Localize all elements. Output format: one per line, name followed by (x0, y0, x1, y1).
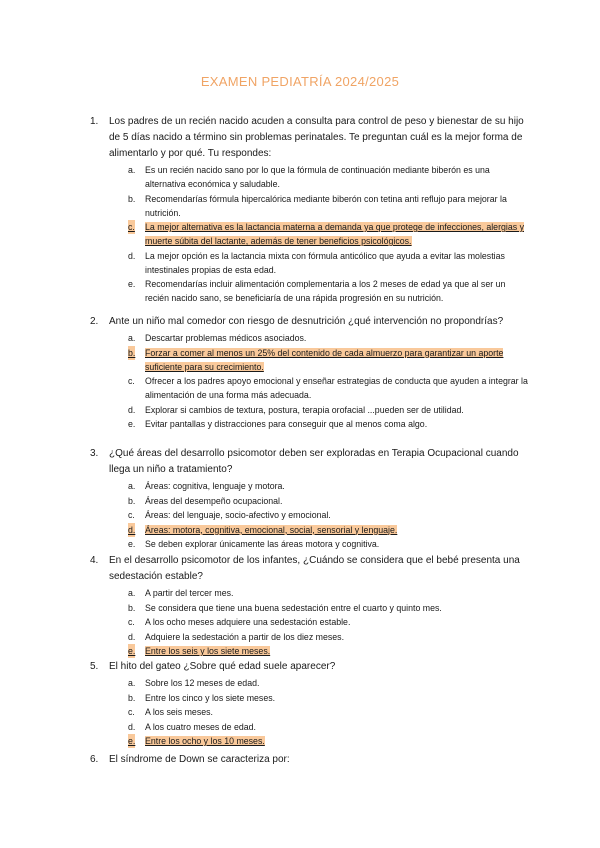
option-text: Explorar si cambios de textura, postura, terapia orofacial ...pueden ser de utilidad. (145, 404, 464, 415)
option-text: Evitar pantallas y distracciones para conseguir que al menos coma algo. (145, 419, 428, 429)
option-c (128, 374, 530, 402)
option-letter: c. (128, 222, 135, 232)
option-letter: e. (128, 646, 136, 656)
option-text: A los seis meses. (145, 707, 213, 717)
option-text: Se deben explorar únicamente las áreas motora y cognitiva. (145, 539, 380, 549)
option-letter: d. (128, 250, 136, 261)
option-a (128, 586, 530, 600)
option-d (128, 720, 530, 734)
option-letter: e. (128, 419, 136, 429)
option-letter: b. (128, 193, 136, 204)
option-text: Áreas: del lenguaje, socio-afectivo y emocional. (145, 510, 331, 520)
option-letter: e. (128, 736, 136, 746)
option-text-highlighted: Entre los seis y los siete meses. (145, 646, 271, 656)
option-text-highlighted: Entre los ocho y los 10 meses. (145, 736, 265, 746)
option-e (128, 537, 530, 551)
question-text: Ante un niño mal comedor con riesgo de desnutrición ¿qué intervención no propondrías? (109, 316, 504, 327)
question-1 (90, 114, 530, 306)
option-letter: c. (128, 707, 135, 717)
option-e-correct (128, 734, 530, 748)
option-a (128, 331, 530, 345)
question-5 (90, 659, 530, 749)
option-d-correct (128, 523, 530, 537)
option-text: Áreas: cognitiva, lenguaje y motora. (145, 481, 285, 491)
option-text: A partir del tercer mes. (145, 588, 234, 598)
options-list (128, 479, 530, 551)
option-letter: e. (128, 539, 136, 549)
option-text: A los ocho meses adquiere una sedestación estable. (145, 617, 351, 627)
option-e (128, 417, 530, 431)
option-d (128, 249, 530, 277)
option-text: Recomendarías incluir alimentación complementaria a los 2 meses de edad ya que al ser un recién nacido sano, se beneficiaría de una rápida progresión en su nutrición. (145, 279, 506, 303)
question-number: 6. (90, 754, 99, 765)
option-letter: a. (128, 333, 136, 343)
option-d (128, 403, 530, 417)
question-text: Los padres de un recién nacido acuden a consulta para control de peso y bienestar de su hijo de 5 días nacido a término sin problemas perinatales. Te preguntan cuál es la mejor forma de alimentarlo y por qué. Tu respondes: (109, 116, 524, 159)
option-letter: d. (128, 404, 136, 415)
option-b (128, 192, 530, 220)
option-c (128, 615, 530, 629)
option-text: Se considera que tiene una buena sedestación entre el cuarto y quinto mes. (145, 602, 442, 613)
option-b (128, 494, 530, 508)
option-letter: b. (128, 692, 136, 703)
question-number: 2. (90, 316, 99, 327)
option-text: Ofrecer a los padres apoyo emocional y enseñar estrategias de conducta que ayuden a integrar la alimentación de una forma más adecuada. (145, 376, 528, 400)
option-letter: a. (128, 481, 136, 491)
options-list (128, 586, 530, 658)
option-letter: d. (128, 721, 136, 732)
option-text: Adquiere la sedestación a partir de los diez meses. (145, 631, 345, 642)
option-letter: b. (128, 602, 136, 613)
options-list (128, 676, 530, 748)
options-list (128, 163, 530, 305)
option-text-highlighted: La mejor alternativa es la lactancia materna a demanda ya que protege de infecciones, alergias y muerte súbita del lactante, además de tener beneficios psicológicos. (145, 222, 524, 246)
option-c (128, 508, 530, 522)
option-text: La mejor opción es la lactancia mixta con fórmula anticólico que ayuda a evitar las molestias intestinales propias de esta edad. (145, 250, 505, 275)
option-letter: a. (128, 165, 136, 175)
option-b (128, 691, 530, 705)
option-a (128, 163, 530, 191)
question-text: ¿Qué áreas del desarrollo psicomotor deben ser exploradas en Terapia Ocupacional cuando llega un niño a tratamiento? (109, 448, 519, 475)
question-number: 4. (90, 555, 99, 566)
option-d (128, 630, 530, 644)
option-letter: d. (128, 631, 136, 642)
options-list (128, 331, 530, 431)
option-c-correct (128, 220, 530, 248)
option-text: Entre los cinco y los siete meses. (145, 692, 276, 703)
option-text: Recomendarías fórmula hipercalórica mediante biberón con tetina anti reflujo para mejorar la nutrición. (145, 193, 507, 218)
option-text: Es un recién nacido sano por lo que la fórmula de continuación mediante biberón es una alternativa económica y saludable. (145, 165, 490, 189)
option-e-correct (128, 644, 530, 658)
question-number: 5. (90, 661, 99, 672)
option-letter: d. (128, 524, 136, 535)
option-text: Descartar problemas médicos asociados. (145, 333, 307, 343)
option-text: A los cuatro meses de edad. (145, 721, 257, 732)
question-number: 1. (90, 116, 99, 127)
question-number: 3. (90, 448, 99, 459)
option-e (128, 277, 530, 305)
question-4 (90, 553, 530, 659)
option-letter: c. (128, 376, 135, 386)
option-letter: c. (128, 617, 135, 627)
option-letter: a. (128, 678, 136, 688)
option-letter: b. (128, 495, 136, 506)
option-a (128, 479, 530, 493)
option-b (128, 601, 530, 615)
option-letter: e. (128, 279, 136, 289)
page-title: EXAMEN PEDIATRÍA 2024/2025 (200, 74, 400, 89)
question-6 (90, 752, 530, 768)
option-b-correct (128, 346, 530, 374)
option-c (128, 705, 530, 719)
option-text: Sobre los 12 meses de edad. (145, 678, 260, 688)
option-text-highlighted: Forzar a comer al menos un 25% del contenido de cada almuerzo para garantizar un aporte suficiente para su crecimiento. (145, 347, 504, 372)
option-letter: b. (128, 347, 136, 358)
question-text: El hito del gateo ¿Sobre qué edad suele aparecer? (109, 661, 336, 672)
option-letter: a. (128, 588, 136, 598)
option-text: Áreas del desempeño ocupacional. (145, 495, 283, 506)
question-text: El síndrome de Down se caracteriza por: (109, 754, 290, 765)
question-2 (90, 314, 530, 432)
question-text: En el desarrollo psicomotor de los infantes, ¿Cuándo se considera que el bebé presenta una sedestación estable? (109, 555, 520, 582)
option-text-highlighted: Áreas: motora, cognitiva, emocional, social, sensorial y lenguaje. (145, 524, 398, 535)
option-letter: c. (128, 510, 135, 520)
option-a (128, 676, 530, 690)
question-3 (90, 446, 530, 552)
